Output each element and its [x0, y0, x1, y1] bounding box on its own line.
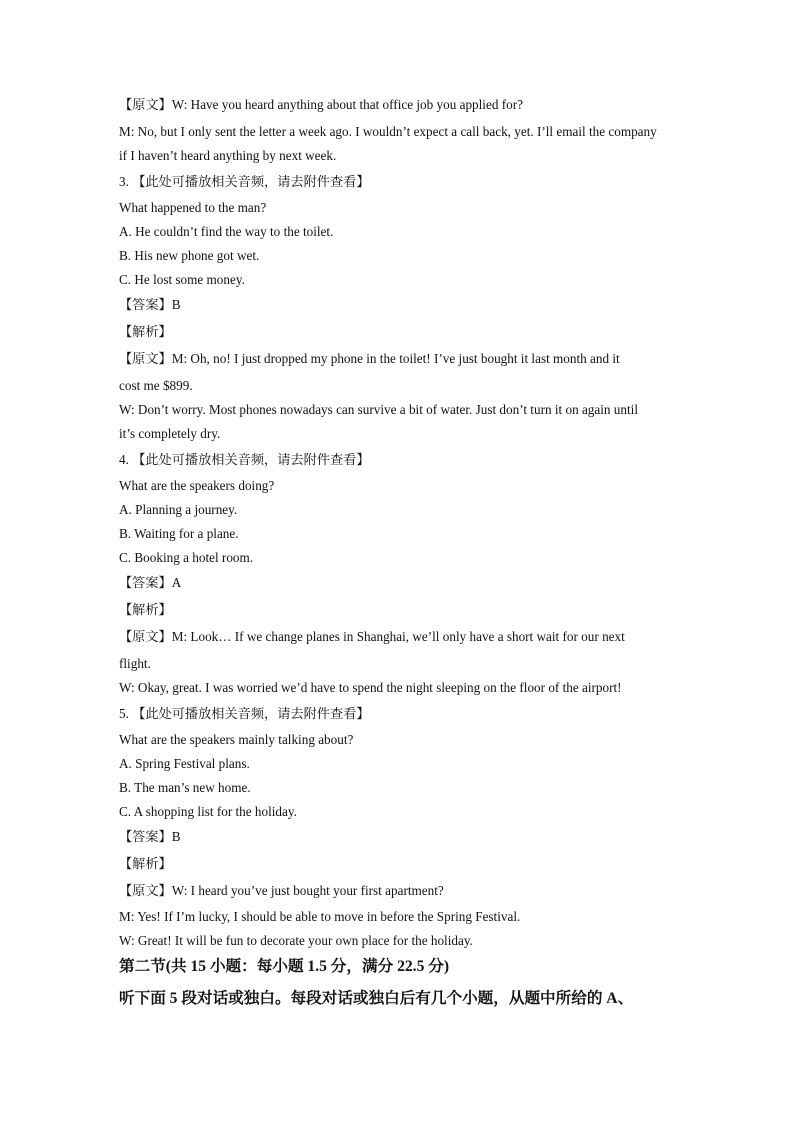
- question-heading: 5. 【此处可播放相关音频，请去附件查看】: [119, 706, 370, 721]
- transcript-line: cost me $899.: [119, 378, 193, 393]
- question-text: What happened to the man?: [119, 200, 267, 215]
- transcript-line: flight.: [119, 656, 151, 671]
- answer-line: 【答案】B: [119, 297, 181, 312]
- option-c: C. A shopping list for the holiday.: [119, 804, 297, 819]
- option-c: C. Booking a hotel room.: [119, 550, 254, 565]
- question-text: What are the speakers mainly talking about?: [119, 732, 354, 747]
- transcript-line: W: Okay, great. I was worried we’d have to spend the night sleeping on the floor of the airport!: [119, 680, 622, 695]
- section-heading: 第二节(共 15 小题：每小题 1.5 分，满分 22.5 分): [119, 958, 450, 975]
- transcript-line: 【原文】W: I heard you’ve just bought your first apartment?: [119, 883, 444, 898]
- analysis-label: 【解析】: [119, 856, 172, 871]
- option-c: C. He lost some money.: [119, 272, 245, 287]
- option-b: B. Waiting for a plane.: [119, 526, 239, 541]
- option-a: A. He couldn’t find the way to the toilet.: [119, 224, 334, 239]
- transcript-line: 【原文】W: Have you heard anything about that office job you applied for?: [119, 97, 523, 112]
- transcript-line: it’s completely dry.: [119, 426, 221, 441]
- transcript-line: W: Don’t worry. Most phones nowadays can survive a bit of water. Just don’t turn it on again until: [119, 402, 638, 417]
- transcript-line: 【原文】M: Oh, no! I just dropped my phone in the toilet! I’ve just bought it last month and it: [119, 351, 620, 366]
- question-heading: 4. 【此处可播放相关音频，请去附件查看】: [119, 452, 370, 467]
- section-instructions: 听下面 5 段对话或独白。每段对话或独白后有几个小题，从题中所给的 A、: [119, 990, 634, 1007]
- analysis-label: 【解析】: [119, 602, 172, 617]
- question-text: What are the speakers doing?: [119, 478, 275, 493]
- answer-line: 【答案】B: [119, 829, 181, 844]
- question-heading: 3. 【此处可播放相关音频，请去附件查看】: [119, 174, 370, 189]
- option-a: A. Planning a journey.: [119, 502, 238, 517]
- option-a: A. Spring Festival plans.: [119, 756, 250, 771]
- transcript-line: M: Yes! If I’m lucky, I should be able to move in before the Spring Festival.: [119, 909, 521, 924]
- option-b: B. The man’s new home.: [119, 780, 251, 795]
- answer-line: 【答案】A: [119, 575, 182, 590]
- transcript-line: 【原文】M: Look… If we change planes in Shanghai, we’ll only have a short wait for our next: [119, 629, 625, 644]
- option-b: B. His new phone got wet.: [119, 248, 260, 263]
- transcript-line: W: Great! It will be fun to decorate your own place for the holiday.: [119, 933, 473, 948]
- analysis-label: 【解析】: [119, 324, 172, 339]
- transcript-line: if I haven’t heard anything by next week.: [119, 148, 337, 163]
- transcript-line: M: No, but I only sent the letter a week ago. I wouldn’t expect a call back, yet. I’ll email the company: [119, 124, 657, 139]
